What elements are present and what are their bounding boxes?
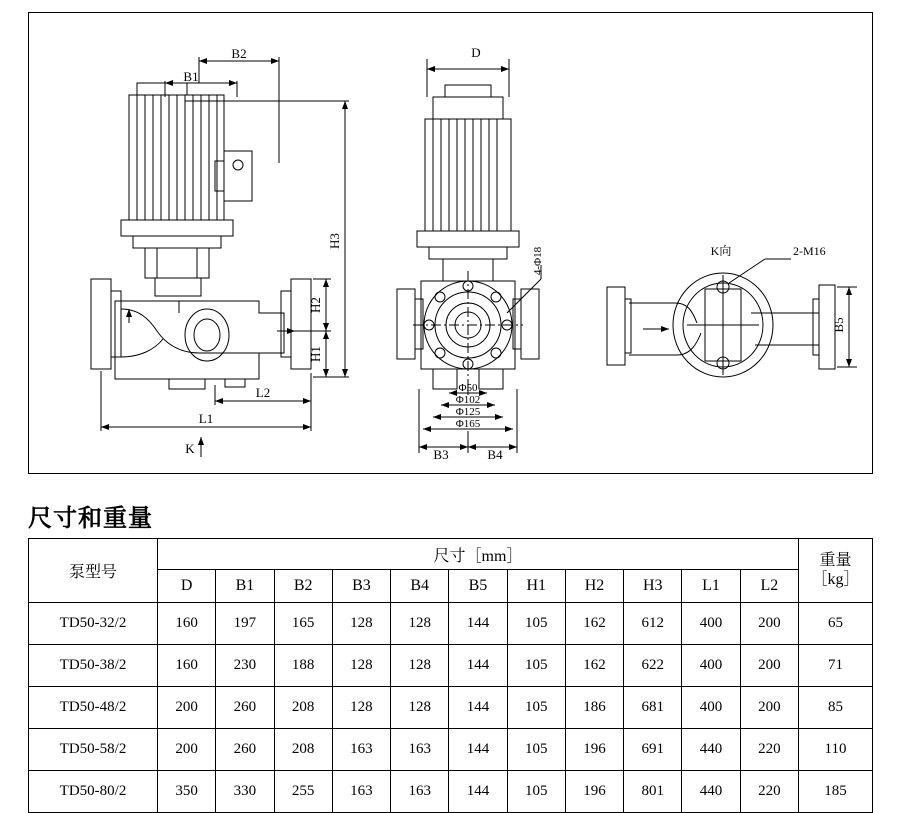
cell-b2: 165 bbox=[274, 603, 332, 645]
cell-weight: 85 bbox=[799, 687, 873, 729]
cell-h1: 105 bbox=[507, 603, 565, 645]
table-row bbox=[29, 645, 873, 687]
cell-b4: 163 bbox=[391, 729, 449, 771]
cell-h2: 162 bbox=[565, 603, 623, 645]
label-phi125: Φ125 bbox=[455, 406, 481, 418]
cell-model: TD50-58/2 bbox=[29, 729, 158, 771]
label-phi102: Φ102 bbox=[455, 394, 481, 406]
label-k: K bbox=[185, 441, 195, 456]
header-dim-b1: B1 bbox=[216, 570, 274, 603]
header-dim-h2: H2 bbox=[565, 570, 623, 603]
cell-b2: 208 bbox=[274, 729, 332, 771]
cell-b1: 330 bbox=[216, 771, 274, 813]
cell-b1: 260 bbox=[216, 729, 274, 771]
cell-h2: 196 bbox=[565, 771, 623, 813]
cell-h3: 612 bbox=[624, 603, 682, 645]
header-model: 泵型号 bbox=[29, 539, 158, 603]
label-h1: H1 bbox=[308, 346, 323, 362]
cell-weight: 65 bbox=[799, 603, 873, 645]
label-l2: L2 bbox=[255, 385, 271, 400]
label-phi165: Φ165 bbox=[455, 418, 481, 430]
label-hole-note: 4-Φ18 bbox=[532, 246, 544, 276]
section-title: 尺寸和重量 bbox=[28, 505, 153, 532]
cell-l1: 440 bbox=[682, 771, 740, 813]
cell-h1: 105 bbox=[507, 729, 565, 771]
label-phi50: Φ50 bbox=[458, 382, 478, 394]
cell-b5: 144 bbox=[449, 603, 507, 645]
cell-l1: 400 bbox=[682, 645, 740, 687]
cell-model: TD50-80/2 bbox=[29, 771, 158, 813]
cell-b4: 128 bbox=[391, 645, 449, 687]
label-bolt-note: 2-M16 bbox=[793, 244, 826, 258]
label-b4: B4 bbox=[487, 447, 503, 462]
cell-l1: 400 bbox=[682, 687, 740, 729]
cell-model: TD50-48/2 bbox=[29, 687, 158, 729]
header-dim-b5: B5 bbox=[449, 570, 507, 603]
label-b2: B2 bbox=[231, 46, 247, 61]
label-l1: L1 bbox=[198, 411, 214, 426]
header-dim-l2: L2 bbox=[740, 570, 798, 603]
cell-d: 160 bbox=[158, 603, 216, 645]
cell-b3: 163 bbox=[332, 729, 390, 771]
label-b3: B3 bbox=[433, 447, 449, 462]
spec-table-container bbox=[28, 538, 873, 813]
cell-d: 160 bbox=[158, 645, 216, 687]
cell-b4: 128 bbox=[391, 603, 449, 645]
cell-b2: 188 bbox=[274, 645, 332, 687]
cell-weight: 110 bbox=[799, 729, 873, 771]
table-row bbox=[29, 687, 873, 729]
table-header-row-1 bbox=[29, 539, 873, 570]
cell-d: 200 bbox=[158, 729, 216, 771]
cell-b2: 208 bbox=[274, 687, 332, 729]
label-h3: H3 bbox=[327, 233, 342, 249]
cell-b1: 197 bbox=[216, 603, 274, 645]
header-dim-b3: B3 bbox=[332, 570, 390, 603]
table-row bbox=[29, 729, 873, 771]
cell-b5: 144 bbox=[449, 729, 507, 771]
cell-b3: 163 bbox=[332, 771, 390, 813]
cell-b2: 255 bbox=[274, 771, 332, 813]
table-row bbox=[29, 603, 873, 645]
cell-b1: 260 bbox=[216, 687, 274, 729]
cell-h1: 105 bbox=[507, 771, 565, 813]
header-dimension-group: 尺寸［mm］ bbox=[158, 539, 799, 570]
cell-weight: 185 bbox=[799, 771, 873, 813]
cell-d: 350 bbox=[158, 771, 216, 813]
cell-b4: 163 bbox=[391, 771, 449, 813]
cell-h2: 186 bbox=[565, 687, 623, 729]
header-dim-d: D bbox=[158, 570, 216, 603]
header-weight bbox=[799, 539, 873, 603]
cell-b1: 230 bbox=[216, 645, 274, 687]
cell-b5: 144 bbox=[449, 687, 507, 729]
cell-h2: 196 bbox=[565, 729, 623, 771]
header-dim-l1: L1 bbox=[682, 570, 740, 603]
cell-h3: 801 bbox=[624, 771, 682, 813]
cell-model: TD50-38/2 bbox=[29, 645, 158, 687]
header-dim-h1: H1 bbox=[507, 570, 565, 603]
cell-model: TD50-32/2 bbox=[29, 603, 158, 645]
label-h2: H2 bbox=[308, 297, 323, 313]
cell-h3: 622 bbox=[624, 645, 682, 687]
cell-l1: 400 bbox=[682, 603, 740, 645]
label-b5: B5 bbox=[831, 317, 846, 333]
table-row bbox=[29, 771, 873, 813]
cell-l2: 220 bbox=[740, 729, 798, 771]
pump-drawing-panel bbox=[28, 12, 873, 474]
cell-weight: 71 bbox=[799, 645, 873, 687]
table-body bbox=[29, 603, 873, 813]
cell-l2: 220 bbox=[740, 771, 798, 813]
cell-l2: 200 bbox=[740, 645, 798, 687]
cell-h3: 691 bbox=[624, 729, 682, 771]
cell-b5: 144 bbox=[449, 771, 507, 813]
header-dim-b2: B2 bbox=[274, 570, 332, 603]
label-d: D bbox=[471, 45, 481, 60]
dimensions-weight-table bbox=[28, 538, 873, 813]
header-weight-line1: 重量 bbox=[819, 552, 852, 570]
cell-d: 200 bbox=[158, 687, 216, 729]
header-weight-line2: ［kg］ bbox=[811, 570, 860, 588]
cell-b3: 128 bbox=[332, 687, 390, 729]
cell-h2: 162 bbox=[565, 645, 623, 687]
cell-l1: 440 bbox=[682, 729, 740, 771]
cell-b3: 128 bbox=[332, 603, 390, 645]
label-b1: B1 bbox=[183, 69, 199, 84]
cell-h3: 681 bbox=[624, 687, 682, 729]
header-dim-b4: B4 bbox=[391, 570, 449, 603]
label-k-direction: K向 bbox=[710, 244, 732, 258]
pump-dimension-drawing bbox=[29, 13, 872, 473]
cell-h1: 105 bbox=[507, 645, 565, 687]
cell-b4: 128 bbox=[391, 687, 449, 729]
cell-h1: 105 bbox=[507, 687, 565, 729]
header-dim-h3: H3 bbox=[624, 570, 682, 603]
cell-b5: 144 bbox=[449, 645, 507, 687]
cell-b3: 128 bbox=[332, 645, 390, 687]
cell-l2: 200 bbox=[740, 687, 798, 729]
cell-l2: 200 bbox=[740, 603, 798, 645]
